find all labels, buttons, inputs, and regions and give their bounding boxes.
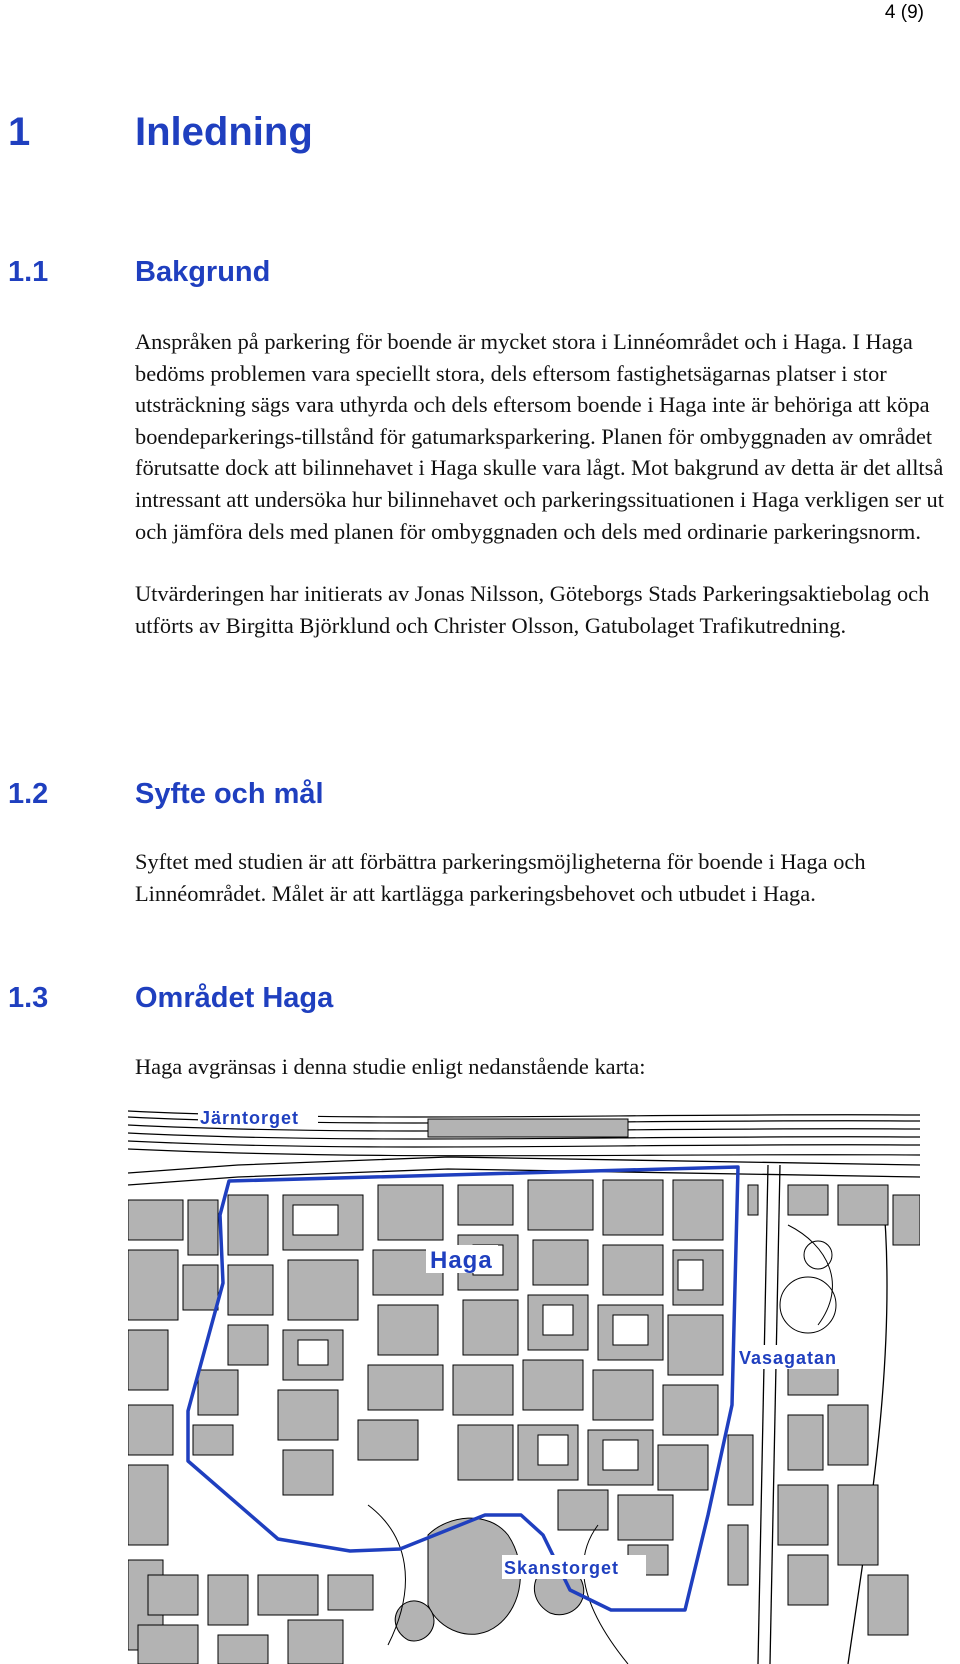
section-title-bakgrund: Bakgrund (135, 256, 271, 288)
courtyard (538, 1435, 568, 1465)
building (603, 1180, 663, 1235)
building-blocks (128, 1180, 920, 1664)
park-features (395, 1518, 584, 1641)
section-number-1-2: 1.2 (8, 778, 49, 810)
building (368, 1365, 443, 1410)
page-number: 4 (9) (884, 2, 924, 23)
building (778, 1485, 828, 1545)
building (668, 1315, 723, 1375)
chapter-title: Inledning (135, 110, 313, 154)
building (188, 1200, 218, 1255)
building (378, 1305, 438, 1355)
bakgrund-paragraph-1: Anspråken på parkering för boende är mycket stora i Linnéområdet och i Haga. I Haga bedöms problemen vara speciellt stora, dels eftersom fastighetsägarnas platser i stor utsträckning sägs vara uthyrda och dels eftersom boende i Haga inte är behöriga att köpa boendeparkerings-tillstånd för gatumarksparkering. Planen för ombyggnaden av området förutsatte dock att bilinnehavet i Haga skulle vara lågt. Mot bakgrund av detta är det alltså intressant att undersöka hur bilinnehavet och parkeringssituationen i Haga verkligen ser ut och jämföra dels med planen för ombyggnaden och dels med ordinarie parkeringsnorm. (135, 329, 944, 544)
chapter-number: 1 (8, 110, 31, 154)
building (838, 1485, 878, 1565)
map-svg (128, 1105, 920, 1664)
building (893, 1195, 920, 1245)
building (358, 1420, 418, 1460)
building (868, 1575, 908, 1635)
building (603, 1245, 663, 1295)
building (523, 1360, 583, 1410)
building (533, 1240, 588, 1285)
building (728, 1435, 753, 1505)
bakgrund-text (135, 326, 950, 641)
building (528, 1180, 593, 1230)
courtyard (603, 1440, 638, 1470)
building (228, 1265, 273, 1315)
building (208, 1575, 248, 1625)
building (328, 1575, 373, 1610)
courtyard (293, 1205, 338, 1235)
building (258, 1575, 318, 1615)
building (458, 1185, 513, 1225)
building (658, 1445, 708, 1490)
building (788, 1185, 828, 1215)
building (183, 1265, 218, 1310)
section-number-1-3: 1.3 (8, 982, 49, 1014)
building (278, 1390, 338, 1440)
building (458, 1425, 513, 1480)
building (218, 1635, 268, 1664)
syfte-paragraph: Syftet med studien är att förbättra parkeringsmöjligheterna för boende i Haga och Linnéområdet. Målet är att kartlägga parkeringsbehovet och utbudet i Haga. (135, 849, 866, 906)
building (788, 1555, 828, 1605)
building (193, 1425, 233, 1455)
building (228, 1325, 268, 1365)
building (288, 1620, 343, 1664)
bakgrund-paragraph-2: Utvärderingen har initierats av Jonas Nilsson, Göteborgs Stads Parkeringsaktiebolag och utförts av Birgitta Björklund och Christer Olsson, Gatubolaget Trafikutredning. (135, 581, 930, 638)
label-haga: Haga (430, 1247, 493, 1274)
building (128, 1405, 173, 1455)
building (663, 1385, 718, 1435)
building (453, 1365, 513, 1415)
section-title-syfte: Syfte och mål (135, 778, 324, 810)
building (228, 1195, 268, 1255)
section-title-omradet: Området Haga (135, 982, 334, 1014)
building (128, 1200, 183, 1240)
omradet-paragraph: Haga avgränsas i denna studie enligt nedanstående karta: (135, 1054, 646, 1079)
courtyard (678, 1260, 703, 1290)
label-jarntorget: Järntorget (200, 1108, 300, 1128)
section-number-1-1: 1.1 (8, 256, 49, 288)
label-vasagatan: Vasagatan (739, 1348, 838, 1368)
label-skanstorget: Skanstorget (504, 1558, 620, 1578)
building (128, 1250, 178, 1320)
building (673, 1180, 723, 1240)
building (463, 1300, 518, 1355)
courtyard (613, 1315, 648, 1345)
building (378, 1185, 443, 1240)
building (148, 1575, 198, 1615)
building (828, 1405, 868, 1465)
haga-map (128, 1105, 920, 1664)
courtyard (298, 1340, 328, 1365)
building (288, 1260, 358, 1320)
building (283, 1450, 333, 1495)
building (593, 1370, 653, 1420)
building (128, 1330, 168, 1390)
building (138, 1625, 198, 1664)
building (788, 1415, 823, 1470)
building (128, 1465, 168, 1545)
building (838, 1185, 888, 1225)
railway-platform (428, 1119, 628, 1137)
building (748, 1185, 758, 1215)
building (728, 1525, 748, 1585)
building (618, 1495, 673, 1540)
building (198, 1370, 238, 1415)
courtyard (543, 1305, 573, 1335)
building (558, 1490, 608, 1530)
